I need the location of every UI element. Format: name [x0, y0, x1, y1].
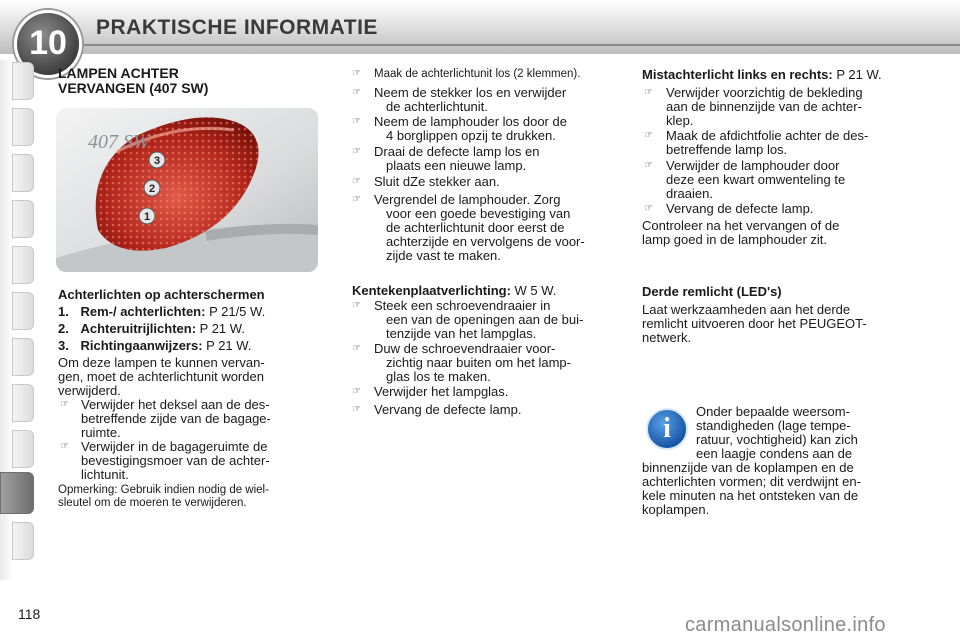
text-line: Duw de schroevendraaier voor- — [374, 341, 556, 356]
info-icon: i — [646, 408, 688, 450]
check-note — [642, 219, 908, 247]
text-line: deze een kwart omwenteling te — [666, 172, 846, 187]
hand-icon: ☞ — [644, 160, 653, 171]
col2-bullet-1 — [374, 68, 614, 81]
svg-text:1: 1 — [143, 211, 151, 223]
hand-icon: ☞ — [352, 68, 361, 79]
text-line: betreffende lamp los. — [666, 142, 788, 157]
text-line: Verwijder de lamphouder door — [666, 158, 840, 173]
text-line: Om deze lampen te kunnen vervan- — [58, 355, 265, 370]
plate-bullet-1 — [374, 299, 612, 341]
item-number: 2. — [58, 321, 69, 336]
col2-bullet-5 — [374, 175, 612, 189]
text-line: Draai de defecte lamp los en — [374, 144, 540, 159]
section-title — [58, 66, 208, 96]
chapter-tab[interactable] — [12, 430, 34, 468]
text-line: remlicht uitvoeren door het PEUGEOT- — [642, 316, 867, 331]
hand-icon: ☞ — [352, 343, 361, 354]
text-line: zichtig naar buiten om het lamp- — [386, 355, 571, 370]
tail-light-illustration — [56, 108, 318, 272]
hand-icon: ☞ — [352, 146, 361, 157]
text-line: kele minuten na het ontsteken van de — [642, 488, 859, 503]
chapter-badge: 10 — [14, 10, 82, 78]
chapter-tab[interactable] — [12, 246, 34, 284]
page-title: PRAKTISCHE INFORMATIE — [96, 16, 378, 39]
hand-icon: ☞ — [352, 194, 361, 205]
third-brake-text — [642, 303, 908, 345]
text-line: binnenzijde van de koplampen en de — [642, 460, 854, 475]
hand-icon: ☞ — [60, 399, 69, 410]
text-line: standigheden (lage tempe- — [696, 418, 851, 433]
text-line: Neem de stekker los en verwijder — [374, 85, 567, 100]
plate-bullet-2 — [374, 342, 612, 384]
col3-bullet-4 — [666, 202, 906, 216]
text-line: verwijderd. — [58, 383, 121, 398]
text-line: Maak de afdichtfolie achter de des- — [666, 128, 869, 143]
text-line: Verwijder voorzichtig de bekleding — [666, 85, 863, 100]
chapter-tab[interactable] — [12, 292, 34, 330]
text-line: zijde vast te maken. — [386, 248, 501, 263]
callout-3 — [149, 152, 165, 168]
third-brake-heading: Derde remlicht (LED's) — [642, 284, 782, 299]
text-line: de achterlichtunit. — [386, 99, 488, 114]
header-rule — [40, 44, 960, 46]
text-line: draaien. — [666, 186, 713, 201]
text-line: Vervang de defecte lamp. — [374, 402, 522, 417]
plate-light-label: Kentekenplaatverlichting: — [352, 283, 511, 298]
text-line: Onder bepaalde weersom- — [696, 404, 850, 419]
bulb-item-3 — [58, 339, 320, 353]
svg-text:2: 2 — [148, 183, 156, 195]
col1-note — [58, 484, 322, 510]
text-line: bevestigingsmoer van de achter- — [81, 453, 270, 468]
col2-bullet-4 — [374, 145, 612, 173]
section-title-line: LAMPEN ACHTER — [58, 65, 179, 81]
text-line: betreffende zijde van de bagage- — [81, 411, 271, 426]
tail-light-photo — [56, 108, 318, 272]
col3-bullet-2 — [666, 129, 906, 157]
item-number: 1. — [58, 304, 69, 319]
text-line: Laat werkzaamheden aan het derde — [642, 302, 851, 317]
text-line: aan de binnenzijde van de achter- — [666, 99, 862, 114]
text-line: achterzijde en vervolgens de voor- — [386, 234, 585, 249]
chapter-tabs — [0, 62, 34, 576]
hand-icon: ☞ — [352, 386, 361, 397]
col1-intro — [58, 356, 320, 398]
hand-icon: ☞ — [352, 404, 361, 415]
col1-heading: Achterlichten op achterschermen — [58, 287, 265, 302]
info-text-bottom — [642, 461, 908, 517]
col1-bullet-2 — [81, 440, 321, 482]
chapter-tab[interactable] — [12, 384, 34, 422]
text-line: Vergrendel de lamphouder. Zorg — [374, 192, 561, 207]
fog-light-value: P 21 W. — [832, 67, 882, 82]
hand-icon: ☞ — [644, 203, 653, 214]
item-label: Rem-/ achterlichten: — [80, 304, 206, 319]
text-line: Opmerking: Gebruik indien nodig de wiel- — [58, 484, 269, 496]
text-line: Maak de achterlichtunit los (2 klemmen). — [374, 68, 581, 80]
bulb-item-2 — [58, 322, 320, 336]
text-line: lamp goed in de lamphouder zit. — [642, 232, 828, 247]
text-line: lichtunit. — [81, 467, 129, 482]
text-line: gen, moet de achterlichtunit worden — [58, 369, 264, 384]
item-label: Richtingaanwijzers: — [80, 338, 203, 353]
info-text-top — [696, 405, 908, 461]
model-badge: 407 SW — [88, 131, 150, 153]
watermark: carmanualsonline.info — [685, 614, 886, 636]
item-value: P 21 W. — [196, 321, 245, 336]
text-line: plaats een nieuwe lamp. — [386, 158, 527, 173]
hand-icon: ☞ — [352, 176, 361, 187]
text-line: tenzijde van het lampglas. — [386, 326, 537, 341]
text-line: ratuur, vochtigheid) kan zich — [696, 432, 858, 447]
hand-icon: ☞ — [352, 300, 361, 311]
text-line: Steek een schroevendraaier in — [374, 298, 551, 313]
text-line: 4 borglippen opzij te drukken. — [386, 128, 556, 143]
text-line: een laagje condens aan de — [696, 446, 853, 461]
fog-light-label: Mistachterlicht links en rechts: — [642, 67, 833, 82]
hand-icon: ☞ — [644, 130, 653, 141]
item-label: Achteruitrijlichten: — [80, 321, 197, 336]
text-line: voor een goede bevestiging van — [386, 206, 571, 221]
text-line: Verwijder in de bagageruimte de — [81, 439, 268, 454]
text-line: Controleer na het vervangen of de — [642, 218, 840, 233]
callout-1 — [139, 208, 155, 224]
item-value: P 21 W. — [202, 338, 252, 353]
col3-bullet-1 — [666, 86, 906, 128]
plate-bullet-3 — [374, 385, 612, 399]
text-line: ruimte. — [81, 425, 121, 440]
bulb-item-1 — [58, 305, 320, 319]
chapter-tab[interactable] — [12, 154, 34, 192]
col3-bullet-3 — [666, 159, 906, 201]
hand-icon: ☞ — [60, 441, 69, 452]
col2-bullet-6 — [374, 193, 612, 263]
svg-text:3: 3 — [153, 155, 161, 167]
chapter-tab[interactable] — [12, 338, 34, 376]
chapter-tab-active[interactable] — [0, 472, 34, 514]
chapter-tab[interactable] — [12, 200, 34, 238]
text-line: klep. — [666, 113, 694, 128]
text-line: Verwijder het lampglas. — [374, 384, 509, 399]
plate-bullet-4 — [374, 403, 612, 417]
page-number: 118 — [18, 606, 41, 622]
text-line: de achterlichtunit door eerst de — [386, 220, 565, 235]
text-line: Verwijder het deksel aan de des- — [81, 397, 270, 412]
hand-icon: ☞ — [352, 116, 361, 127]
callout-2 — [144, 180, 160, 196]
plate-light-heading — [352, 284, 614, 298]
section-title-line: VERVANGEN (407 SW) — [58, 80, 209, 96]
text-line: netwerk. — [642, 330, 692, 345]
text-line: koplampen. — [642, 502, 710, 517]
text-line: Sluit dZe stekker aan. — [374, 174, 500, 189]
col1-bullet-1 — [81, 398, 321, 440]
text-line: sleutel om de moeren te verwijderen. — [58, 497, 247, 509]
text-line: een van de openingen aan de bui- — [386, 312, 584, 327]
chapter-tab[interactable] — [12, 62, 34, 100]
text-line: Neem de lamphouder los door de — [374, 114, 567, 129]
text-line: achterlichten vormen; dit verdwijnt en- — [642, 474, 861, 489]
text-line: glas los te maken. — [386, 369, 491, 384]
item-number: 3. — [58, 338, 69, 353]
chapter-tab[interactable] — [12, 522, 34, 560]
plate-light-value: W 5 W. — [510, 283, 557, 298]
hand-icon: ☞ — [352, 87, 361, 98]
text-line: Vervang de defecte lamp. — [666, 201, 814, 216]
col2-bullet-3 — [374, 115, 612, 143]
hand-icon: ☞ — [644, 87, 653, 98]
col2-bullet-2 — [374, 86, 612, 114]
item-value: P 21/5 W. — [205, 304, 266, 319]
chapter-tab[interactable] — [12, 108, 34, 146]
fog-light-heading — [642, 68, 906, 82]
